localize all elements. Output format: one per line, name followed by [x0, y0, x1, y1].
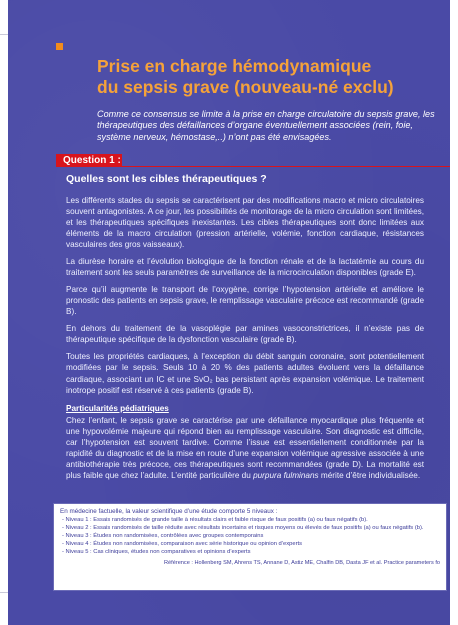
pediatric-section-title: Particularités pédiatriques: [66, 403, 169, 413]
paragraph-2: La diurèse horaire et l’évolution biologique de la fonction rénale et de la lactatémie au cours du traitement sont les seuls paramètres de surveillance de la microcirculation disponibles (grade E).: [66, 257, 424, 278]
evidence-level-5: - Niveau 5 : Cas cliniques, études non comparatives et opinions d’experts: [62, 549, 251, 556]
paragraph-3: Parce qu’il augmente le transport de l’oxygène, corrige l’hypotension artérielle et améliore le pronostic des patients en sepsis grave, le remplissage vasculaire précoce est recommandé (grade B).: [66, 285, 424, 317]
evidence-level-3: - Niveau 3 : Études non randomisées, contrôlées avec groupes contemporains: [62, 533, 264, 540]
reference-citation: Référence : Hollenberg SM, Ahrens TS, Annane D, Astiz ME, Chalfin DB, Dasta JF et al. Practice parameters fo: [164, 560, 440, 567]
pediatric-italic-term: purpura fulminans: [253, 471, 319, 481]
crop-mark: [0, 592, 8, 593]
question-subheading: Quelles sont les cibles thérapeutiques ?: [66, 173, 267, 185]
evidence-level-box: [53, 503, 447, 591]
title-block: [97, 56, 437, 143]
evidence-level-4: - Niveau 4 : Études non randomisées, comparaison avec série historique ou opinion d’experts: [62, 541, 303, 548]
main-content: [66, 169, 424, 487]
question-divider: [122, 166, 452, 167]
title-line-1: Prise en charge hémodynamique: [97, 56, 372, 76]
evidence-level-1: - Niveau 1 : Essais randomisés de grande taille à résultats clairs et faible risque de faux positifs (a) ou faux négatifs (b).: [62, 517, 368, 524]
page-title: [97, 56, 437, 98]
crop-mark: [0, 34, 8, 35]
pediatric-text: Chez l’enfant, le sepsis grave se caractérise par une défaillance myocardique plus fréquente et une hypovolémie majeure qui répond bien au remplissage vasculaire. Son diagnostic est difficile, car l’hypotension est souvent tardive. Comme l’issue est essentiellement conditionnée par la rapidité du diagnostic et de la mise en route d’une expansion volémique agressive associée à une antibiothérapie très précoce, ces thérapeutiques sont recommandées (grade D). La mortalité est plus faible que chez l’adulte. L’entité particulière du: [66, 415, 424, 481]
paragraph-1: Les différents stades du sepsis se caractérisent par des modifications macro et micro circulatoires souvent antagonistes. A ce jour, les possibilités de monitorage de la micro circulation sont limitées, et les thérapeutiques spécifiques inexistantes. Les cibles thérapeutiques sont donc limitées aux éléments de la macro circulation (pression artérielle, volémie, fonction cardiaque, résistances vasculaires des gros vaisseaux).: [66, 196, 424, 250]
question-label: Question 1 :: [56, 154, 122, 167]
paragraph-4: En dehors du traitement de la vasoplégie par amines vasoconstrictrices, il n’existe pas de thérapeutique spécifique de la dysfonction vasculaire (grade B).: [66, 324, 424, 345]
paragraph-5: Toutes les propriétés cardiaques, à l’exception du débit sanguin coronaire, sont potentiellement modifiées par le sepsis. Seuls 10 à 20 % des patients adultes évoluent vers la défaillance cardiaque, associant un IC et une SvO₂ bas persistant après expansion volémique. Le traitement inotrope positif est réservé à ces patients (grade B).: [66, 352, 424, 395]
page-margin-right: [450, 0, 458, 625]
title-line-2: du sepsis grave (nouveau-né exclu): [97, 77, 394, 97]
lead-paragraph: Comme ce consensus se limite à la prise en charge circulatoire du sepsis grave, les thérapeutiques des défaillances d’organe éventuellement associées (rein, foie, système nerveux, hémostase,..) n’ont pas été envisagées.: [97, 109, 435, 142]
evidence-level-2: - Niveau 2 : Essais randomisés de taille réduite avec résultats incertains et risques moyens ou élevés de faux positifs (a) ou faux négatifs (b).: [62, 525, 424, 532]
evidence-intro: En médecine factuelle, la valeur scientifique d’une étude comporte 5 niveaux :: [60, 508, 278, 515]
pediatric-text-end: mérite d’être individualisée.: [318, 471, 421, 481]
accent-square: [56, 43, 63, 50]
pediatric-paragraph: [66, 415, 424, 482]
